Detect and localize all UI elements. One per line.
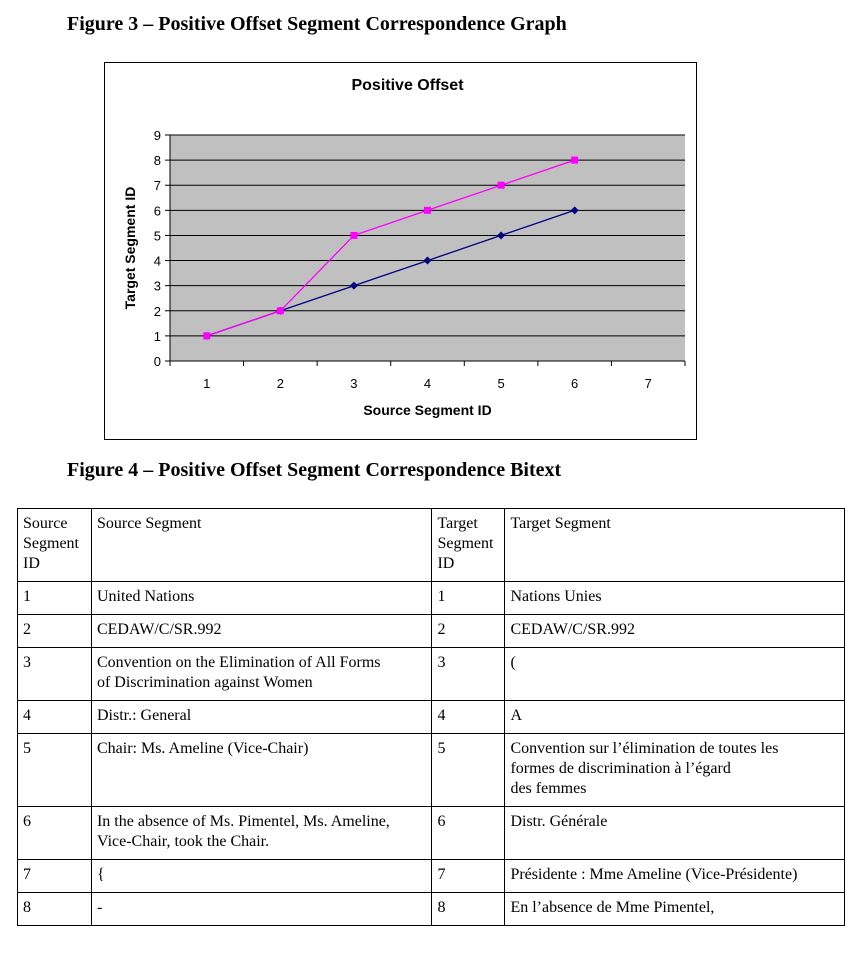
x-tick-label: 5 (497, 376, 505, 391)
table-cell-text: 2 (23, 621, 31, 638)
table-header-row (18, 509, 845, 582)
y-tick-label: 0 (153, 354, 161, 369)
y-tick-label: 9 (153, 128, 161, 143)
header-cell-text: Source Segment (96, 515, 202, 532)
line-chart (105, 63, 698, 441)
table-cell-text: Convention on the Elimination of All Forms of Discrimination against Women (96, 654, 381, 691)
y-tick-label: 1 (153, 328, 161, 344)
chart-title: Positive Offset (351, 77, 464, 94)
chart-container (104, 62, 697, 440)
table-cell-text: Présidente : Mme Ameline (Vice-Présidente) (510, 866, 798, 883)
table-row (18, 582, 845, 615)
table-cell (505, 582, 845, 615)
table-cell-text: 1 (23, 588, 31, 605)
table-cell (505, 734, 845, 807)
data-point (203, 332, 210, 339)
table-cell-text: Nations Unies (510, 588, 602, 605)
table-cell (432, 734, 505, 807)
table-row (18, 615, 845, 648)
table-cell-text: CEDAW/C/SR.992 (510, 621, 635, 638)
table-cell-text: In the absence of Ms. Pimentel, Ms. Ameline, Vice-Chair, took the Chair. (96, 813, 390, 850)
header-cell (505, 509, 845, 582)
table-cell (505, 615, 845, 648)
table-cell-text: Chair: Ms. Ameline (Vice-Chair) (96, 740, 309, 757)
table-cell-text: En l’absence de Mme Pimentel, (510, 899, 715, 916)
table-cell (18, 734, 92, 807)
table-row (18, 893, 845, 926)
header-cell (91, 509, 432, 582)
table-cell (432, 701, 505, 734)
table-cell-text: 6 (23, 813, 31, 830)
table-cell (91, 734, 432, 807)
table-cell (505, 701, 845, 734)
table-cell-text: 8 (437, 899, 446, 916)
data-point (498, 182, 505, 189)
table-cell (91, 582, 432, 615)
table-cell (432, 648, 505, 701)
header-cell-text: Target Segment ID (437, 515, 494, 572)
table-cell (91, 648, 432, 701)
table-cell (432, 860, 505, 893)
table-cell (18, 615, 92, 648)
bitext-table (17, 508, 845, 926)
table-cell (91, 807, 432, 860)
table-cell (505, 807, 845, 860)
y-tick-label: 8 (153, 153, 161, 169)
table-cell (432, 582, 505, 615)
table-cell-text: 3 (437, 654, 446, 671)
table-cell (505, 893, 845, 926)
table-cell (91, 893, 432, 926)
table-cell-text: 7 (23, 866, 31, 883)
table-cell-text: Distr.: General (96, 707, 192, 724)
table-row (18, 860, 845, 893)
table-cell (18, 701, 92, 734)
figure-3-caption: Figure 3 – Positive Offset Segment Correspondence Graph (67, 13, 567, 35)
table-cell (432, 893, 505, 926)
x-axis-title: Source Segment ID (363, 402, 492, 418)
data-point (571, 157, 578, 164)
y-tick-label: 5 (153, 228, 161, 244)
x-tick-label: 1 (203, 376, 211, 391)
table-cell-text: { (96, 866, 105, 883)
table-cell-text: CEDAW/C/SR.992 (96, 621, 222, 638)
header-cell (432, 509, 505, 582)
table-cell (91, 701, 432, 734)
y-tick-label: 3 (153, 278, 161, 294)
table-cell-text: 1 (437, 588, 446, 605)
table-cell (18, 893, 92, 926)
table-cell-text: 2 (437, 621, 446, 638)
header-cell-text: Source Segment ID (23, 515, 79, 572)
header-cell (18, 509, 92, 582)
table-row (18, 807, 845, 860)
y-tick-label: 6 (153, 203, 161, 219)
table-cell-text: - (96, 899, 103, 916)
table-cell-text: 6 (437, 813, 446, 830)
y-axis-title: Target Segment ID (122, 186, 138, 310)
table-cell (18, 648, 92, 701)
x-tick-label: 7 (644, 376, 652, 391)
table-cell-text: 8 (23, 899, 31, 916)
y-tick-label: 2 (153, 303, 161, 319)
header-cell-text: Target Segment (510, 515, 611, 532)
table-row (18, 701, 845, 734)
table-cell-text: 7 (437, 866, 446, 883)
table-cell-text: Convention sur l’élimination de toutes les formes de discrimination à l’égard des femmes (510, 740, 779, 797)
data-point (277, 307, 284, 314)
data-point (350, 232, 357, 239)
figure-4-caption: Figure 4 – Positive Offset Segment Correspondence Bitext (67, 459, 562, 481)
table-cell-text: 4 (23, 707, 31, 724)
table-cell-text: 5 (437, 740, 446, 757)
table-cell (432, 615, 505, 648)
table-cell (432, 807, 505, 860)
y-tick-label: 4 (153, 253, 161, 269)
table-cell-text: A (510, 707, 523, 724)
table-cell (18, 807, 92, 860)
plot-area (170, 135, 685, 361)
y-tick-label: 7 (153, 178, 161, 194)
table-cell-text: 5 (23, 740, 31, 757)
x-tick-label: 2 (276, 376, 284, 391)
table-cell-text: United Nations (96, 588, 195, 605)
data-point (424, 207, 431, 214)
table-cell (91, 860, 432, 893)
table-cell (18, 860, 92, 893)
table-cell-text: 3 (23, 654, 31, 671)
table-cell (91, 615, 432, 648)
table-cell-text: 4 (437, 707, 446, 724)
x-tick-label: 6 (571, 376, 579, 391)
table-row (18, 648, 845, 701)
table-cell (18, 582, 92, 615)
x-tick-label: 4 (423, 376, 432, 391)
table-cell (505, 860, 845, 893)
table-cell-text: ( (510, 654, 516, 671)
x-tick-label: 3 (350, 376, 358, 391)
table-row (18, 734, 845, 807)
table-cell (505, 648, 845, 701)
table-cell-text: Distr. Générale (510, 813, 608, 830)
